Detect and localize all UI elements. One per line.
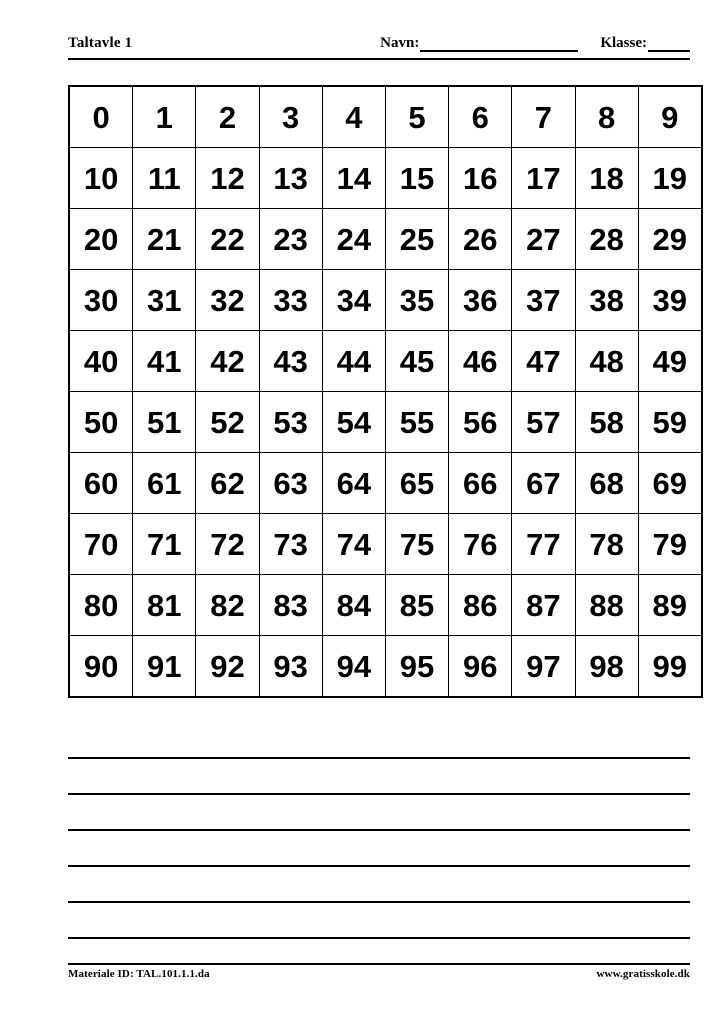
number-cell[interactable]: 39	[638, 270, 702, 331]
header-divider	[68, 58, 690, 60]
number-grid-body	[69, 86, 702, 697]
number-cell[interactable]: 70	[69, 514, 133, 575]
number-cell[interactable]: 16	[449, 148, 512, 209]
number-cell[interactable]: 51	[133, 392, 196, 453]
number-cell[interactable]: 68	[575, 453, 638, 514]
number-cell[interactable]: 94	[322, 636, 385, 698]
number-cell[interactable]: 63	[259, 453, 322, 514]
number-cell[interactable]: 31	[133, 270, 196, 331]
number-cell[interactable]: 12	[196, 148, 259, 209]
number-cell[interactable]: 64	[322, 453, 385, 514]
number-cell[interactable]: 55	[385, 392, 448, 453]
number-cell[interactable]: 25	[385, 209, 448, 270]
number-cell[interactable]: 9	[638, 86, 702, 148]
number-cell[interactable]: 45	[385, 331, 448, 392]
header-fields	[380, 35, 690, 52]
number-cell[interactable]: 59	[638, 392, 702, 453]
writing-line[interactable]	[68, 793, 690, 795]
number-cell[interactable]: 33	[259, 270, 322, 331]
number-cell[interactable]: 36	[449, 270, 512, 331]
name-field[interactable]	[380, 35, 578, 52]
number-cell[interactable]: 98	[575, 636, 638, 698]
number-cell[interactable]: 58	[575, 392, 638, 453]
number-cell[interactable]: 26	[449, 209, 512, 270]
number-cell[interactable]: 5	[385, 86, 448, 148]
number-cell[interactable]: 27	[512, 209, 575, 270]
number-cell[interactable]: 72	[196, 514, 259, 575]
number-cell[interactable]: 49	[638, 331, 702, 392]
header-row	[68, 28, 690, 52]
name-field-writing-rule[interactable]	[420, 37, 578, 52]
number-cell[interactable]: 47	[512, 331, 575, 392]
number-cell[interactable]: 11	[133, 148, 196, 209]
number-cell[interactable]: 56	[449, 392, 512, 453]
number-cell[interactable]: 87	[512, 575, 575, 636]
footer-divider	[68, 963, 690, 965]
number-cell[interactable]: 79	[638, 514, 702, 575]
number-cell[interactable]: 14	[322, 148, 385, 209]
number-cell[interactable]: 97	[512, 636, 575, 698]
page-footer	[68, 968, 690, 980]
number-cell[interactable]: 6	[449, 86, 512, 148]
number-cell[interactable]: 50	[69, 392, 133, 453]
number-cell[interactable]: 69	[638, 453, 702, 514]
number-cell[interactable]: 74	[322, 514, 385, 575]
number-cell[interactable]: 13	[259, 148, 322, 209]
number-cell[interactable]: 57	[512, 392, 575, 453]
number-cell[interactable]: 61	[133, 453, 196, 514]
number-cell[interactable]: 67	[512, 453, 575, 514]
number-cell[interactable]: 3	[259, 86, 322, 148]
number-cell[interactable]: 28	[575, 209, 638, 270]
number-cell[interactable]: 52	[196, 392, 259, 453]
table-row	[69, 148, 702, 209]
number-cell[interactable]: 99	[638, 636, 702, 698]
number-cell[interactable]: 38	[575, 270, 638, 331]
number-cell[interactable]: 88	[575, 575, 638, 636]
page-title: Taltavle 1	[68, 35, 133, 51]
table-row	[69, 453, 702, 514]
table-row	[69, 209, 702, 270]
number-cell[interactable]: 78	[575, 514, 638, 575]
number-cell[interactable]: 81	[133, 575, 196, 636]
number-cell[interactable]: 35	[385, 270, 448, 331]
writing-line[interactable]	[68, 865, 690, 867]
number-cell[interactable]: 76	[449, 514, 512, 575]
number-cell[interactable]: 37	[512, 270, 575, 331]
writing-line[interactable]	[68, 757, 690, 759]
number-cell[interactable]: 95	[385, 636, 448, 698]
number-cell[interactable]: 71	[133, 514, 196, 575]
number-cell[interactable]: 23	[259, 209, 322, 270]
number-cell[interactable]: 82	[196, 575, 259, 636]
table-row	[69, 636, 702, 698]
number-cell[interactable]: 62	[196, 453, 259, 514]
number-cell[interactable]: 18	[575, 148, 638, 209]
number-cell[interactable]: 73	[259, 514, 322, 575]
number-cell[interactable]: 22	[196, 209, 259, 270]
number-cell[interactable]: 46	[449, 331, 512, 392]
number-cell[interactable]: 41	[133, 331, 196, 392]
number-cell[interactable]: 75	[385, 514, 448, 575]
number-chart	[68, 85, 690, 698]
table-row	[69, 575, 702, 636]
writing-line[interactable]	[68, 829, 690, 831]
number-cell[interactable]: 89	[638, 575, 702, 636]
page-header	[68, 28, 690, 58]
number-cell[interactable]: 43	[259, 331, 322, 392]
number-cell[interactable]: 0	[69, 86, 133, 148]
number-cell[interactable]: 10	[69, 148, 133, 209]
number-cell[interactable]: 1	[133, 86, 196, 148]
number-cell[interactable]: 86	[449, 575, 512, 636]
table-row	[69, 392, 702, 453]
writing-line[interactable]	[68, 901, 690, 903]
number-cell[interactable]: 42	[196, 331, 259, 392]
table-row	[69, 86, 702, 148]
writing-lines-area	[68, 757, 690, 973]
material-id-text: Materiale ID: TAL.101.1.1.da	[68, 968, 210, 980]
number-cell[interactable]: 80	[69, 575, 133, 636]
number-cell[interactable]: 91	[133, 636, 196, 698]
number-cell[interactable]: 19	[638, 148, 702, 209]
number-cell[interactable]: 77	[512, 514, 575, 575]
number-cell[interactable]: 21	[133, 209, 196, 270]
number-cell[interactable]: 15	[385, 148, 448, 209]
website-url-text[interactable]: www.gratisskole.dk	[596, 968, 690, 980]
number-cell[interactable]: 17	[512, 148, 575, 209]
number-cell[interactable]: 44	[322, 331, 385, 392]
number-cell[interactable]: 65	[385, 453, 448, 514]
number-cell[interactable]: 93	[259, 636, 322, 698]
number-cell[interactable]: 20	[69, 209, 133, 270]
number-cell[interactable]: 48	[575, 331, 638, 392]
table-row	[69, 514, 702, 575]
number-grid-table	[68, 85, 703, 698]
number-cell[interactable]: 84	[322, 575, 385, 636]
table-row	[69, 270, 702, 331]
writing-line[interactable]	[68, 937, 690, 939]
number-cell[interactable]: 8	[575, 86, 638, 148]
number-cell[interactable]: 85	[385, 575, 448, 636]
number-cell[interactable]: 30	[69, 270, 133, 331]
number-cell[interactable]: 34	[322, 270, 385, 331]
name-field-label: Navn:	[380, 35, 420, 51]
number-cell[interactable]: 96	[449, 636, 512, 698]
class-field-label: Klasse:	[600, 35, 647, 51]
number-cell[interactable]: 40	[69, 331, 133, 392]
number-cell[interactable]: 2	[196, 86, 259, 148]
number-cell[interactable]: 53	[259, 392, 322, 453]
class-field[interactable]	[600, 35, 690, 52]
number-cell[interactable]: 4	[322, 86, 385, 148]
number-cell[interactable]: 54	[322, 392, 385, 453]
number-cell[interactable]: 66	[449, 453, 512, 514]
number-cell[interactable]: 60	[69, 453, 133, 514]
number-cell[interactable]: 29	[638, 209, 702, 270]
number-cell[interactable]: 90	[69, 636, 133, 698]
table-row	[69, 331, 702, 392]
number-cell[interactable]: 83	[259, 575, 322, 636]
number-cell[interactable]: 92	[196, 636, 259, 698]
number-cell[interactable]: 24	[322, 209, 385, 270]
number-cell[interactable]: 7	[512, 86, 575, 148]
number-cell[interactable]: 32	[196, 270, 259, 331]
class-field-writing-rule[interactable]	[648, 37, 690, 52]
